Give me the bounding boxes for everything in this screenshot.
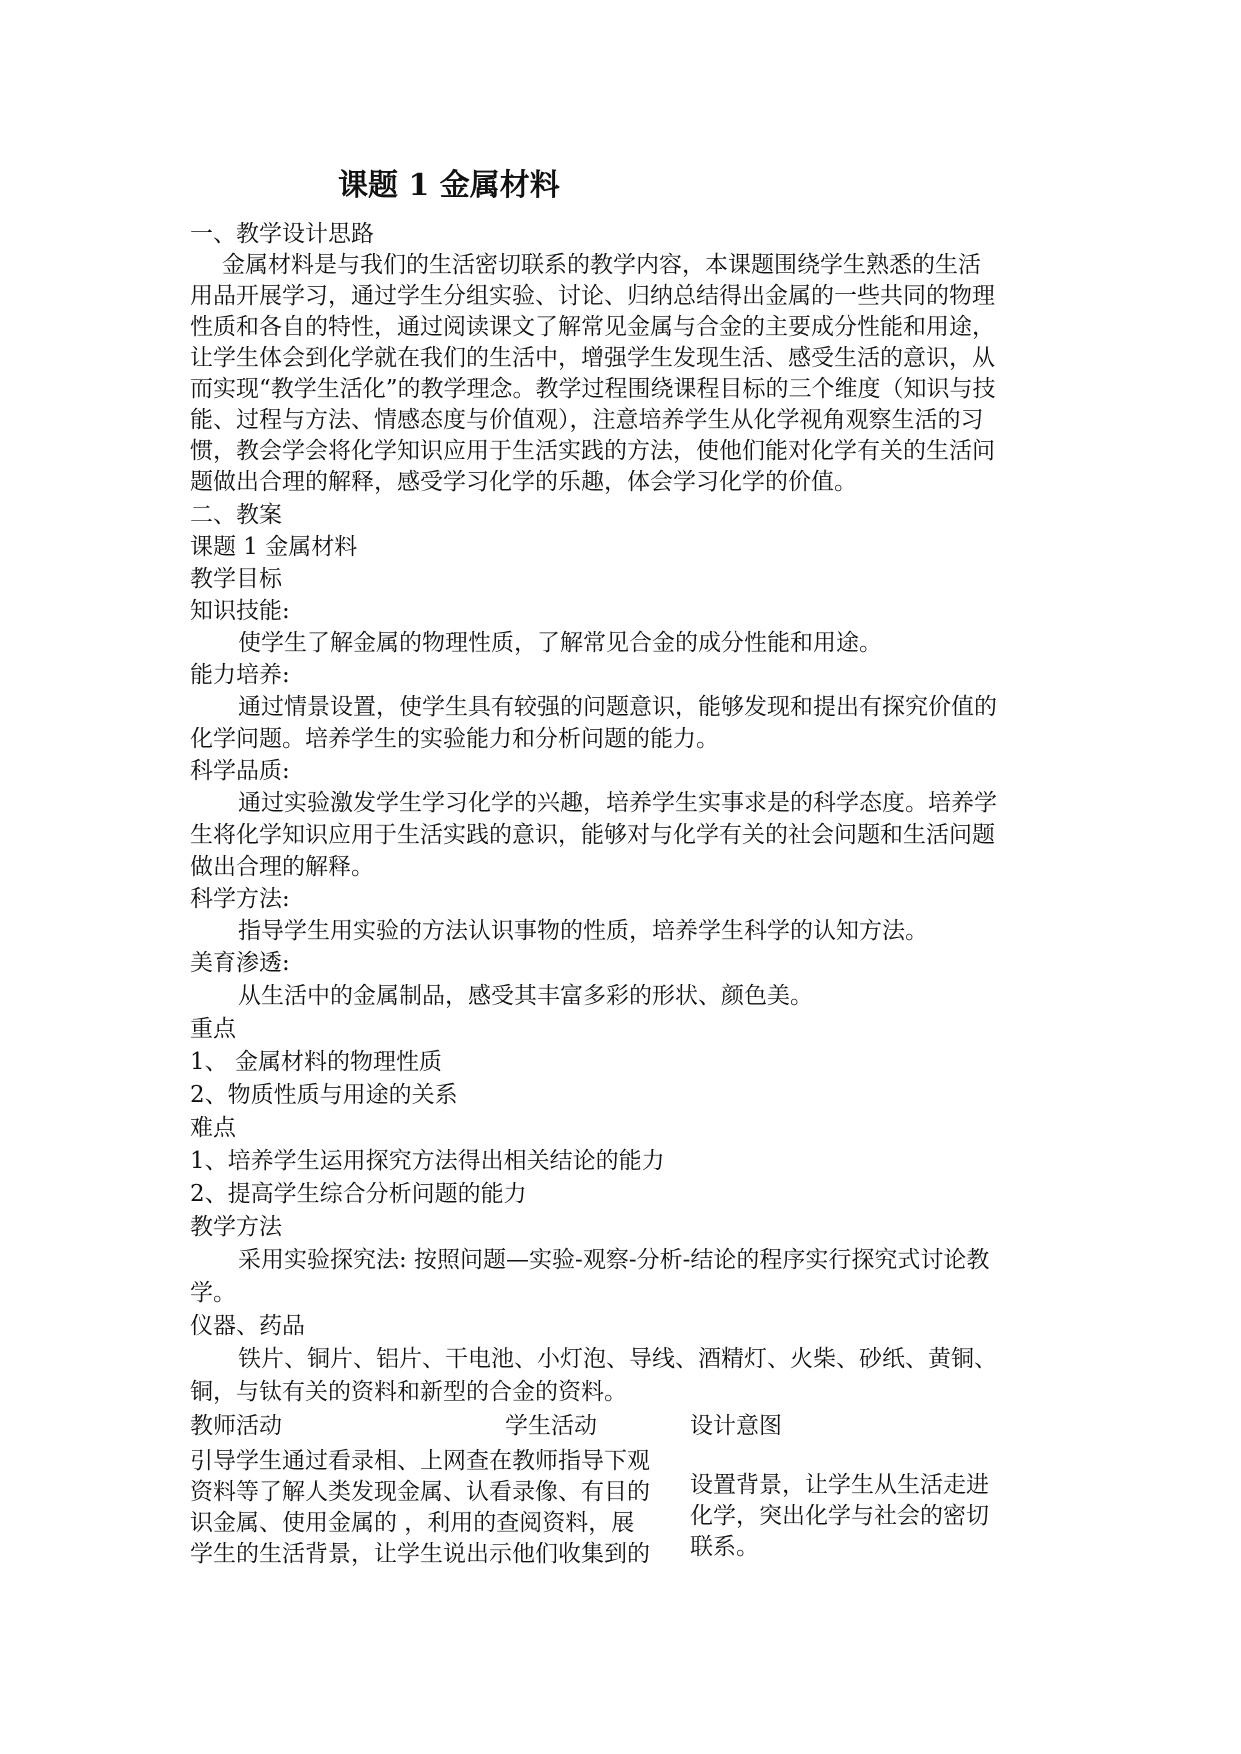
- paragraph-line: 采用实验探究法: 按照问题—实验-观察-分析-结论的程序实行探究式讨论教: [238, 1247, 990, 1273]
- subheading: 教学目标: [190, 566, 282, 592]
- paragraph-line: 从生活中的金属制品，感受其丰富多彩的形状、颜色美。: [238, 983, 813, 1009]
- paragraph-line: 性质和各自的特性，通过阅读课文了解常见金属与合金的主要成分性能和用途，: [190, 314, 995, 340]
- subheading: 科学方法:: [190, 886, 290, 912]
- subheading: 教学方法: [190, 1214, 282, 1240]
- subheading: 难点: [190, 1115, 236, 1141]
- paragraph-line: 化学问题。培养学生的实验能力和分析问题的能力。: [190, 726, 719, 752]
- paragraph-line: 而实现“教学生活化”的教学理念。教学过程围绕课程目标的三个维度（知识与技: [190, 376, 996, 402]
- table-header-intent: 设计意图: [690, 1413, 782, 1439]
- list-item: 1、培养学生运用探究方法得出相关结论的能力: [190, 1148, 665, 1174]
- subheading: 科学品质:: [190, 758, 290, 784]
- paragraph-line: 铜，与钛有关的资料和新型的合金的资料。: [190, 1379, 627, 1405]
- table-cell-line: 设置背景，让学生从生活走进: [690, 1472, 989, 1498]
- table-cell-line: 资料等了解人类发现金属、认看录像、有目的: [190, 1479, 650, 1505]
- table-cell-line: 引导学生通过看录相、上网查在教师指导下观: [190, 1448, 650, 1474]
- paragraph-line: 能、过程与方法、情感态度与价值观），注意培养学生从化学视角观察生活的习: [190, 407, 984, 433]
- paragraph-line: 指导学生用实验的方法认识事物的性质，培养学生科学的认知方法。: [238, 918, 928, 944]
- paragraph-line: 学。: [190, 1280, 236, 1306]
- list-item: 2、提高学生综合分析问题的能力: [190, 1181, 527, 1207]
- list-item: 2、物质性质与用途的关系: [190, 1082, 458, 1108]
- table-cell-line: 识金属、使用金属的 ，利用的查阅资料，展: [190, 1510, 635, 1536]
- table-header-teacher: 教师活动: [190, 1413, 282, 1439]
- paragraph-line: 用品开展学习，通过学生分组实验、讨论、归纳总结得出金属的一些共同的物理: [190, 283, 995, 309]
- section-heading: 二、教案: [190, 502, 282, 528]
- paragraph-line: 通过实验激发学生学习化学的兴趣，培养学生实事求是的科学态度。培养学: [238, 790, 997, 816]
- lesson-title: 课题 1 金属材料: [190, 534, 358, 560]
- paragraph-line: 惯，教会学会将化学知识应用于生活实践的方法，使他们能对化学有关的生活问: [190, 438, 995, 464]
- subheading: 美育渗透:: [190, 950, 290, 976]
- subheading: 知识技能:: [190, 598, 290, 624]
- table-cell-line: 学生的生活背景，让学生说出示他们收集到的: [190, 1541, 650, 1567]
- paragraph-line: 使学生了解金属的物理性质，了解常见合金的成分性能和用途。: [238, 630, 882, 656]
- paragraph-line: 题做出合理的解释，感受学习化学的乐趣，体会学习化学的价值。: [190, 469, 857, 495]
- subheading: 仪器、药品: [190, 1313, 305, 1339]
- subheading: 能力培养:: [190, 662, 290, 688]
- list-item: 1、 金属材料的物理性质: [190, 1049, 442, 1075]
- paragraph-line: 生将化学知识应用于生活实践的意识，能够对与化学有关的社会问题和生活问题: [190, 822, 995, 848]
- section-heading: 一、教学设计思路: [190, 221, 374, 247]
- subheading: 重点: [190, 1016, 236, 1042]
- paragraph-line: 铁片、铜片、铝片、干电池、小灯泡、导线、酒精灯、火柴、砂纸、黄铜、: [238, 1346, 997, 1372]
- table-header-student: 学生活动: [505, 1413, 597, 1439]
- paragraph-line: 做出合理的解释。: [190, 854, 374, 880]
- paragraph-line: 让学生体会到化学就在我们的生活中，增强学生发现生活、感受生活的意识，从: [190, 345, 995, 371]
- table-cell-line: 联系。: [690, 1534, 759, 1560]
- table-cell-line: 化学，突出化学与社会的密切: [690, 1503, 989, 1529]
- paragraph-line: 通过情景设置，使学生具有较强的问题意识，能够发现和提出有探究价值的: [238, 694, 997, 720]
- paragraph-line: 金属材料是与我们的生活密切联系的教学内容，本课题围绕学生熟悉的生活: [222, 252, 981, 278]
- page-title: 课题 1 金属材料: [338, 168, 560, 203]
